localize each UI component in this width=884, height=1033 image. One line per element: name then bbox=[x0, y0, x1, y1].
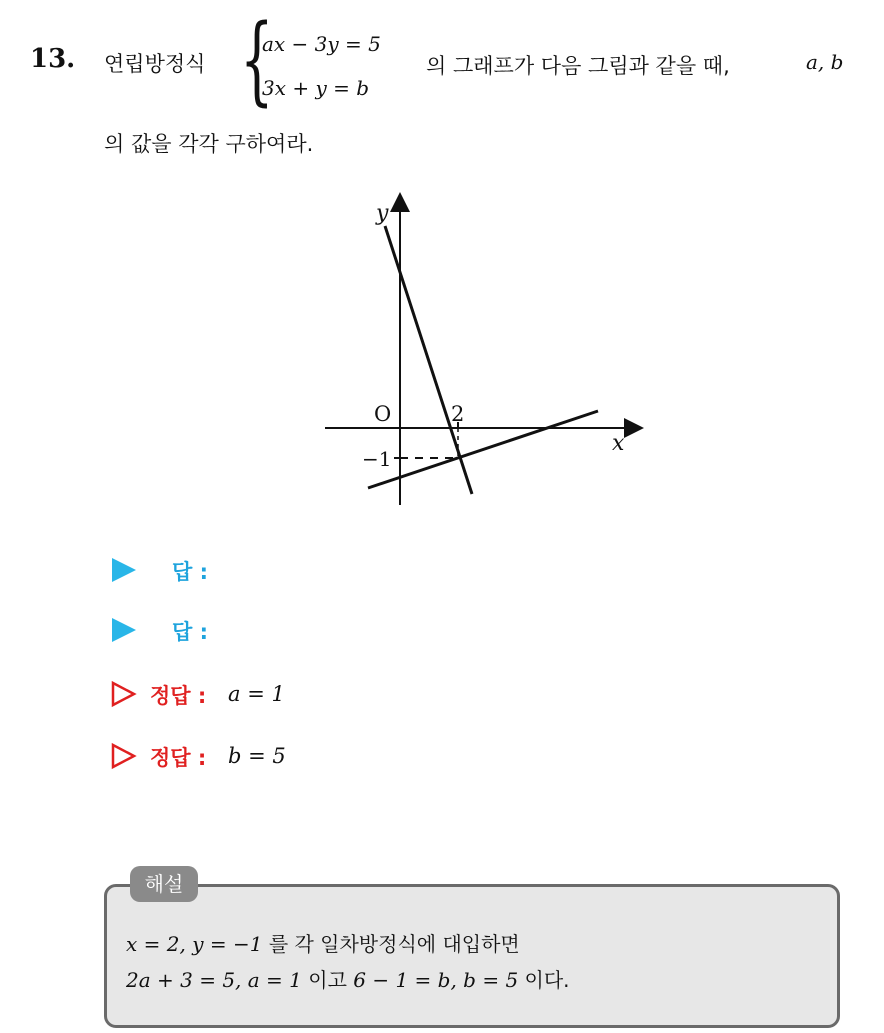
question-number: 13. bbox=[30, 44, 76, 74]
answer-marker-2 bbox=[112, 618, 136, 642]
solution-tag: 해설 bbox=[130, 866, 198, 902]
answer-label-2: 답 : bbox=[172, 620, 208, 644]
solution-line1-text: 를 각 일차방정식에 대입하면 bbox=[268, 932, 520, 956]
y-tick-label: −1 bbox=[362, 447, 392, 471]
question-text-line2: 의 값을 각각 구하여라. bbox=[104, 132, 314, 156]
question-vars: a, b bbox=[806, 50, 844, 74]
correct-marker-2 bbox=[110, 742, 138, 770]
solution-line2-c: 6 − 1 = b, b = 5 bbox=[353, 968, 519, 992]
question-text-after: 의 그래프가 다음 그림과 같을 때, bbox=[426, 54, 730, 78]
line-shallow bbox=[368, 411, 598, 488]
correct-label-2: 정답 : bbox=[150, 746, 207, 770]
x-axis-label: x bbox=[612, 431, 625, 456]
solution-line2-b: 이고 bbox=[308, 968, 347, 992]
equation-2: 3x + y = b bbox=[262, 76, 370, 100]
solution-line-1 bbox=[126, 928, 520, 957]
y-axis-label: y bbox=[376, 201, 389, 226]
answer-marker-1 bbox=[112, 558, 136, 582]
correct-value-1: a = 1 bbox=[228, 682, 285, 706]
correct-value-2: b = 5 bbox=[228, 744, 286, 768]
equation-1: ax − 3y = 5 bbox=[262, 32, 381, 56]
origin-label: O bbox=[374, 402, 392, 426]
system-brace: { bbox=[240, 4, 274, 116]
correct-label-1: 정답 : bbox=[150, 684, 207, 708]
solution-line2-d: 이다. bbox=[524, 968, 570, 992]
solution-line1-math: x = 2, y = −1 bbox=[126, 932, 263, 956]
answer-label-1: 답 : bbox=[172, 560, 208, 584]
solution-line-2 bbox=[126, 964, 570, 993]
line-steep bbox=[385, 226, 472, 494]
correct-marker-1 bbox=[110, 680, 138, 708]
question-text-before: 연립방정식 bbox=[104, 52, 206, 76]
solution-line2-a: 2a + 3 = 5, a = 1 bbox=[126, 968, 302, 992]
x-tick-label: 2 bbox=[451, 402, 465, 426]
